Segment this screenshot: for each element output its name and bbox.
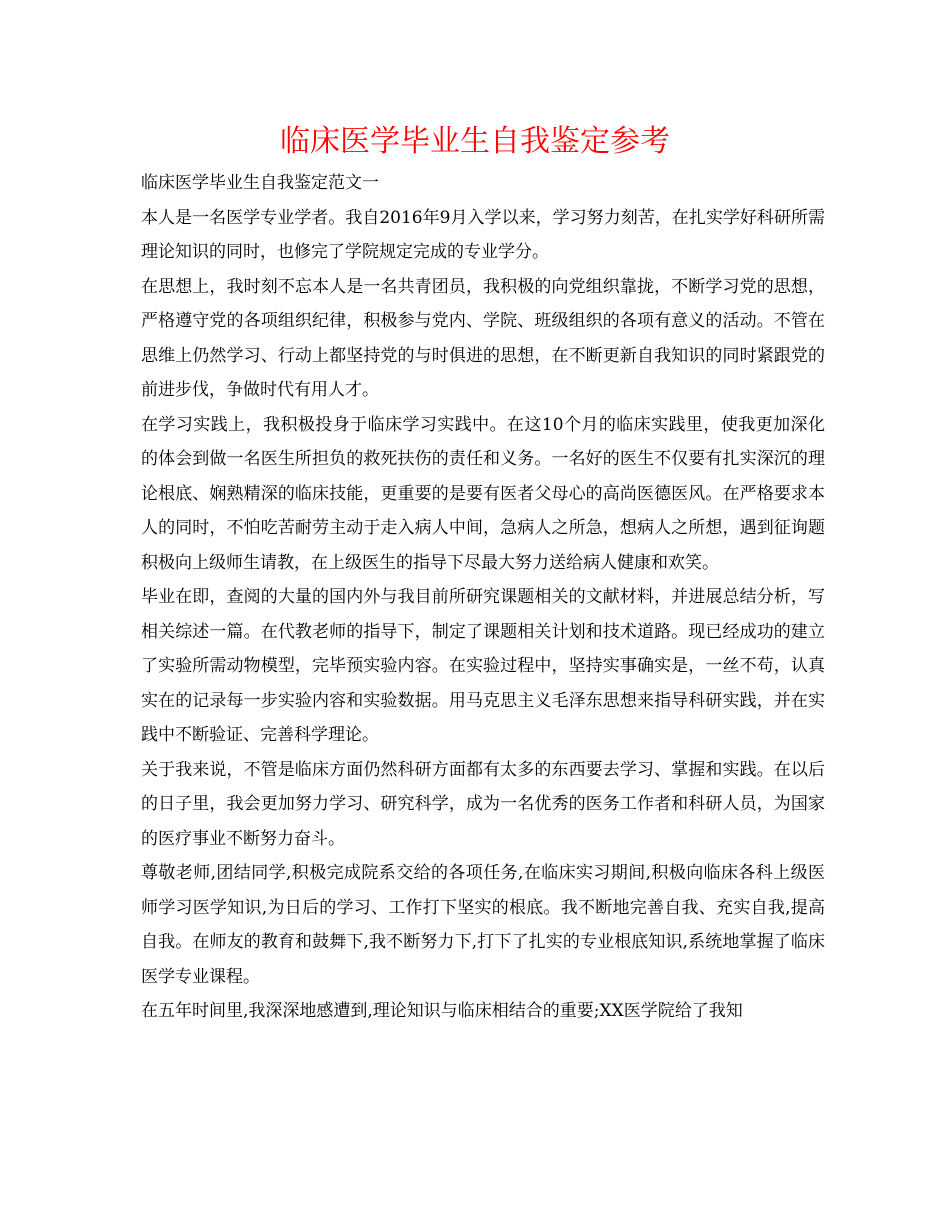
subtitle: 临床医学毕业生自我鉴定范文一 — [141, 173, 379, 193]
page-title: 临床医学毕业生自我鉴定参考 — [280, 124, 670, 159]
document-body — [141, 166, 825, 1029]
paragraph: 在思想上，我时刻不忘本人是一名共青团员，我积极的向党组织靠拢，不断学习党的思想，严格遵守党的各项组织纪律，积极参与党内、学院、班级组织的各项有意义的活动。不管在思维上仍然学习、行动上都坚持党的与时俱进的思想，在不断更新自我知识的同时紧跟党的前进步伐，争做时代有用人才。 — [141, 276, 825, 400]
paragraph: 本人是一名医学专业学者。我自2016年9月入学以来，学习努力刻苦，在扎实学好科研所需理论知识的同时，也修完了学院规定完成的专业学分。 — [141, 207, 825, 262]
paragraph: 在学习实践上，我积极投身于临床学习实践中。在这10个月的临床实践里，使我更加深化的体会到做一名医生所担负的救死扶伤的责任和义务。一名好的医生不仅要有扎实深沉的理论根底、娴熟精深的临床技能，更重要的是要有医者父母心的高尚医德医风。在严格要求本人的同时，不怕吃苦耐劳主动于走入病人中间，急病人之所急，想病人之所想，遇到征询题积极向上级师生请教，在上级医生的指导下尽最大努力送给病人健康和欢笑。 — [141, 414, 825, 573]
paragraph: 关于我来说，不管是临床方面仍然科研方面都有太多的东西要去学习、掌握和实践。在以后的日子里，我会更加努力学习、研究科学，成为一名优秀的医务工作者和科研人员，为国家的医疗事业不断努力奋斗。 — [141, 759, 825, 849]
paragraph: 在五年时间里,我深深地感遭到,理论知识与临床相结合的重要;XX医学院给了我知 — [141, 1001, 743, 1021]
paragraph: 毕业在即，查阅的大量的国内外与我目前所研究课题相关的文献材料，并进展总结分析，写相关综述一篇。在代教老师的指导下，制定了课题相关计划和技术道路。现已经成功的建立了实验所需动物模型，完毕预实验内容。在实验过程中，坚持实事确实是，一丝不苟，认真实在的记录每一步实验内容和实验数据。用马克思主义毛泽东思想来指导科研实践，并在实践中不断验证、完善科学理论。 — [141, 587, 825, 745]
paragraph: 尊敬老师,团结同学,积极完成院系交给的各项任务,在临床实习期间,积极向临床各科上级医师学习医学知识,为日后的学习、工作打下坚实的根底。我不断地完善自我、充实自我,提高自我。在师友的教育和鼓舞下,我不断努力下,打下了扎实的专业根底知识,系统地掌握了临床医学专业课程。 — [141, 863, 825, 987]
